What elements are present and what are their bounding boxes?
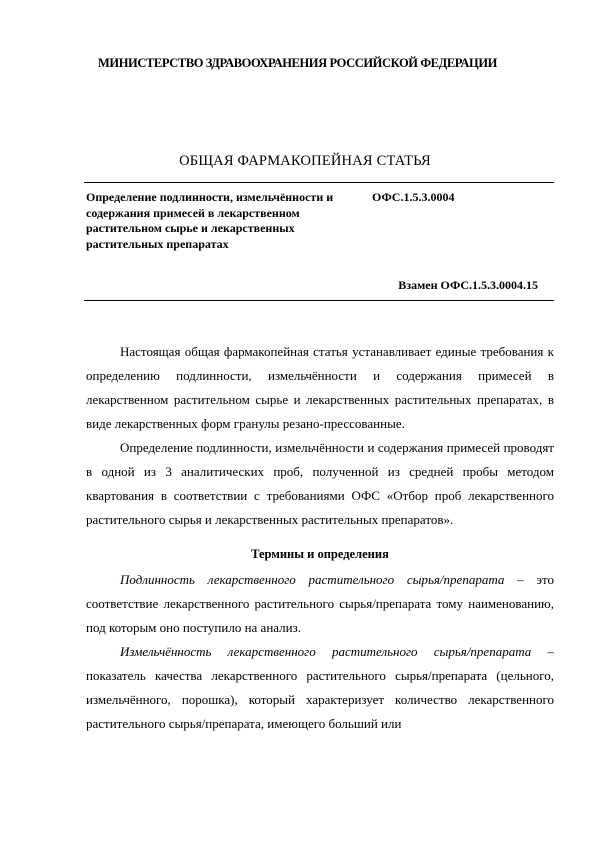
definition-term: Подлинность лекарственного растительного сырья/препарата: [120, 572, 505, 587]
article-title: Определение подлинности, измельчённости и содержания примесей в лекарственном растительном сырье и лекарственных растительных препаратах: [86, 190, 334, 251]
intro-paragraph: Настоящая общая фармакопейная статья устанавливает единые требования к определению подлинности, измельчённости и содержания примесей в лекарственном растительном сырье и лекарственных растительных препаратах, в виде лекарственных форм гранулы резано-прессованные.: [86, 344, 554, 431]
definition-text: – показатель качества лекарственного растительного сырья/препарата (цельного, измельчённого, порошка), который характеризует количество лекарственного растительного сырья/препарата, имеющего больший или: [86, 644, 554, 731]
replaces-note: Взамен ОФС.1.5.3.0004.15: [398, 278, 538, 292]
section-heading: Термины и определения: [251, 547, 389, 561]
article-code: ОФС.1.5.3.0004: [372, 190, 455, 204]
definition-term: Измельчённость лекарственного растительного сырья/препарата: [120, 644, 532, 659]
ministry-header: МИНИСТЕРСТВО ЗДРАВООХРАНЕНИЯ РОССИЙСКОЙ ФЕДЕРАЦИИ: [98, 56, 497, 70]
definition-authenticity: [86, 568, 554, 640]
header-bottom-rule: [84, 300, 554, 301]
definition-fineness: [86, 640, 554, 736]
document-type-title: ОБЩАЯ ФАРМАКОПЕЙНАЯ СТАТЬЯ: [179, 153, 431, 169]
document-body: [86, 340, 554, 736]
header-top-rule: [84, 182, 554, 183]
sampling-paragraph: Определение подлинности, измельчённости и содержания примесей проводят в одной из 3 аналитических проб, полученной из средней пробы методом квартования в соответствии с требованиями ОФС «Отбор проб лекарственного растительного сырья и лекарственных растительных препаратов».: [86, 440, 554, 527]
definition-text: – это соответствие лекарственного растительного сырья/препарата тому наименованию, под которым оно поступило на анализ.: [86, 572, 555, 635]
